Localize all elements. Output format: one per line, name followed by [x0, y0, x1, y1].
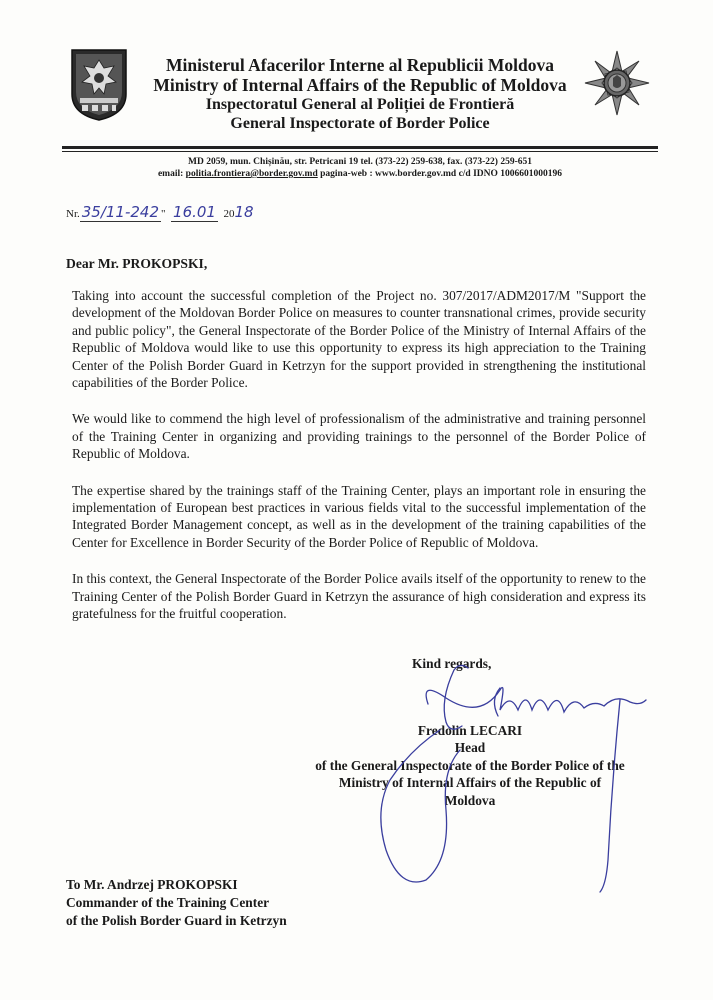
letterhead — [140, 55, 580, 133]
signer-org-line: Moldova — [444, 792, 496, 808]
body-paragraph: In this context, the General Inspectorate of the Border Police avails itself of the opportunity to renew to the Training Center of the Polish Border Guard in Ketrzyn the assurance of high consideration and express its gratefulness for the fruitful cooperation. — [72, 571, 646, 622]
contact-email-prefix: email: — [157, 169, 186, 179]
body-paragraph: Taking into account the successful completion of the Project no. 307/2017/ADM2017/M "Support the development of the Moldovan Border Police on measures to counter transnational crimes, provide security and public policy", the General Inspectorate of the Border Police of the Ministry of Internal Affairs of the Republic of Moldova would like to use this opportunity to express its high appreciation to the Training Center of the Polish Border Guard in Ketrzyn for the support provided in strengthening the institutional capabilities of the Border Police. — [72, 288, 646, 391]
recipient-organization: of the Polish Border Guard in Ketrzyn — [66, 913, 287, 928]
reference-prefix: Nr. — [66, 208, 80, 220]
contact-web-suffix: pagina-web : www.border.gov.md c/d IDNO 1006601000196 — [317, 169, 563, 179]
border-police-star-emblem-icon — [584, 50, 650, 116]
reference-number — [66, 203, 254, 221]
reference-year-prefix: 20 — [223, 208, 235, 220]
reference-year-handwritten: 18 — [234, 203, 254, 221]
signer-block — [290, 722, 650, 809]
letter-body — [72, 287, 646, 642]
contact-address-line: MD 2059, mun. Chișinău, str. Petricani 19 tel. (373-22) 259-638, fax. (373-22) 259-651 — [188, 157, 532, 167]
letterhead-line-en-inspectorate: General Inspectorate of Border Police — [230, 115, 490, 132]
recipient-block — [66, 876, 287, 930]
signer-org-line: Ministry of Internal Affairs of the Republic of — [338, 775, 602, 791]
letterhead-line-ro-inspectorate: Inspectoratul General al Poliției de Frontieră — [205, 96, 515, 113]
letterhead-line-ro-ministry: Ministerul Afacerilor Interne al Republicii Moldova — [165, 55, 555, 75]
salutation: Dear Mr. PROKOPSKI, — [66, 256, 208, 271]
reference-quote: " — [161, 208, 166, 220]
contact-web-line — [100, 168, 620, 180]
reference-number-handwritten: 35/11-242 — [81, 203, 160, 221]
reference-date-handwritten: 16.01 — [173, 203, 216, 221]
recipient-position: Commander of the Training Center — [66, 895, 270, 910]
signer-name: Fredolin LECARI — [417, 723, 523, 738]
signer-title: Head — [454, 740, 486, 756]
body-paragraph: The expertise shared by the trainings staff of the Training Center, plays an important role in ensuring the implementation of European best practices in various fields vital to the successful implementation of the Integrated Border Management concept, as well as in the development of the training capabilities of the Center for Excellence in Border Security of the Border Police of Republic of Moldova. — [72, 482, 646, 550]
header-divider-thin — [62, 151, 658, 152]
letterhead-line-en-ministry: Ministry of Internal Affairs of the Republic of Moldova — [153, 75, 567, 95]
signer-org-line: of the General Inspectorate of the Border Police of the — [315, 757, 625, 773]
closing-regards: Kind regards, — [412, 656, 492, 671]
recipient-name: To Mr. Andrzej PROKOPSKI — [66, 877, 238, 892]
header-divider-thick — [62, 146, 658, 149]
body-paragraph: We would like to commend the high level of professionalism of the administrative and training personnel of the Training Center in organizing and providing trainings to the personnel of the Border Police of Republic of Moldova. — [72, 411, 646, 462]
contact-info — [100, 156, 620, 180]
moldova-coat-of-arms-icon — [70, 48, 128, 122]
contact-email-link[interactable]: politia.frontiera@border.gov.md — [185, 169, 318, 179]
